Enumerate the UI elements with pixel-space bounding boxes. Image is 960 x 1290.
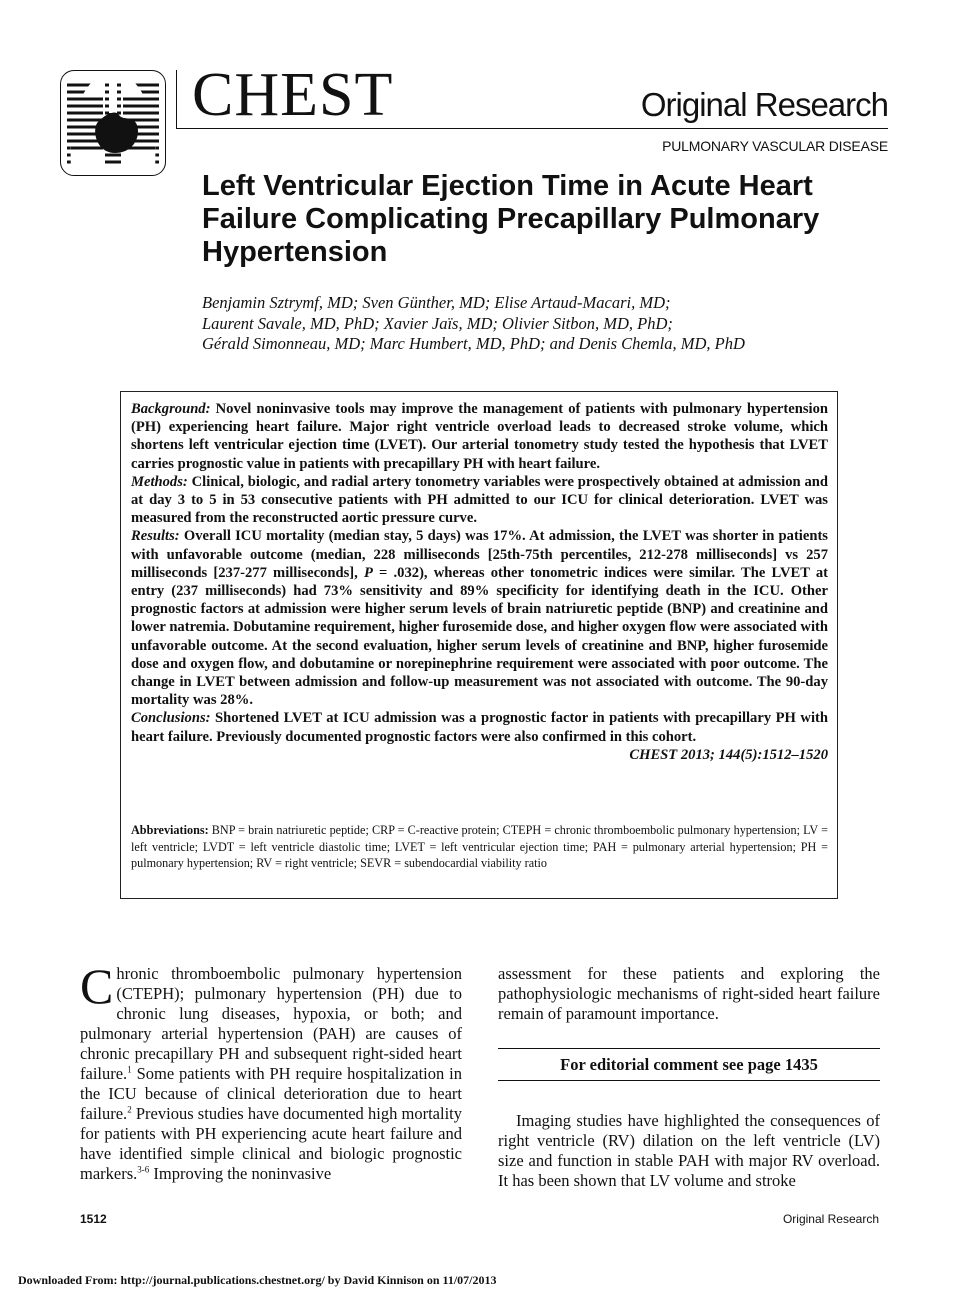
p-value-symbol: P (363, 564, 373, 581)
body-text: Some patients with PH require hospitalization in the ICU because of clinical deterioration due to heart failure. (80, 1064, 462, 1123)
abstract-label: Results: (131, 528, 180, 545)
abstract-text: = .032), whereas other tonometric indices were similar. The LVET at entry (237 milliseconds) had 73% sensitivity and 89% specificity for identifying death in the ICU. Other prognostic factors at admission were higher serum levels of brain natriuretic peptide (BNP) and creatinine and lower natremia. Dobutamine requirement, higher furosemide dose, and higher oxygen flow were associated with unfavorable outcome. At the second evaluation, higher serum levels of creatinine and BNP, higher furosemide dose and oxygen flow, and dobutamine or norepinephrine requirement were associated with poor outcome. The change in LVET between admission and follow-up measurement was not associated with outcome. The 90-day mortality was 28%. (131, 564, 829, 709)
abstract-text: Novel noninvasive tools may improve the management of patients with pulmonary hypertension (PH) experiencing heart failure. Major right ventricle overload leads to decreased stroke volume, which shortens left ventricular ejection time (LVET). Our arterial tonometry study tested the hypothesis that LVET carries prognostic value in patients with precapillary PH with heart failure. (131, 401, 828, 472)
citation: CHEST 2013; 144(5):1512–1520 (629, 746, 828, 763)
body-paragraph: assessment for these patients and exploring the pathophysiologic mechanisms of right-sided heart failure remain of paramount importance. (498, 964, 880, 1023)
reference-link[interactable]: 1 (127, 1064, 132, 1075)
body-text: Previous studies have documented high mortality for patients with PH experiencing acute heart failure and have identified simple clinical and biologic prognostic markers. (80, 1104, 462, 1183)
author-line: Laurent Savale, MD, PhD; Xavier Jaïs, MD; Olivier Sitbon, MD, PhD; (202, 313, 673, 333)
journal-name: CHEST (192, 61, 394, 129)
abstract (131, 400, 828, 764)
journal-logo (60, 70, 166, 176)
drop-cap: C (80, 958, 114, 1014)
abstract-text: Shortened LVET at ICU admission was a prognostic factor in patients with precapillary PH with heart failure. Previously documented prognostic factors were also confirmed in this cohort. (131, 710, 828, 745)
author-line: Benjamin Sztrymf, MD; Sven Günther, MD; Elise Artaud-Macari, MD; (202, 293, 671, 312)
article-type: Original Research (640, 86, 888, 123)
author-list (202, 293, 842, 355)
download-notice: Downloaded From: http://journal.publications.chestnet.org/ by David Kinnison on 11/07/2013 (18, 1273, 497, 1287)
reference-link[interactable]: 2 (127, 1104, 132, 1115)
body-text: Improving the noninvasive (149, 1164, 332, 1183)
body-paragraph (80, 958, 462, 1184)
body-paragraph: Imaging studies have highlighted the consequences of right ventricle (RV) dilation on the left ventricle (LV) size and function in stable PAH with major RV overload. It has been shown that LV volume and stroke (498, 1111, 880, 1190)
abstract-label: Background: (131, 401, 211, 417)
abstract-label: Conclusions: (131, 710, 211, 727)
editorial-comment-link[interactable]: For editorial comment see page 1435 (498, 1048, 880, 1081)
abstract-label: Methods: (131, 473, 188, 490)
abbreviations (131, 822, 828, 872)
body-column-left (80, 958, 462, 1184)
body-text: hronic thromboembolic pulmonary hypertension (CTEPH); pulmonary hypertension (PH) due to chronic lung diseases, hypoxia, or both; and pulmonary arterial hypertension (PAH) are causes of chronic precapillary PH and subsequent right-sided heart failure. (80, 964, 462, 1083)
running-footer: Original Research (782, 1212, 879, 1226)
abstract-background (131, 400, 828, 473)
body-column-right (498, 964, 880, 1191)
abstract-conclusions (131, 709, 828, 745)
lungs-heart-logo-icon (61, 71, 165, 175)
abstract-results (131, 527, 828, 709)
author-line: Gérald Simonneau, MD; Marc Humbert, MD, PhD; and Denis Chemla, MD, PhD (202, 334, 745, 353)
page-number: 1512 (80, 1212, 107, 1226)
abstract-text: Clinical, biologic, and radial artery tonometry variables were prospectively obtained at admission and at day 3 to 5 in 53 consecutive patients with PH admitted to our ICU for clinical deterioration. LVET was measured from the reconstructed aortic pressure curve. (131, 473, 828, 527)
header-rule (176, 128, 888, 129)
header-vertical-rule (176, 70, 177, 128)
section-label: PULMONARY VASCULAR DISEASE (662, 138, 888, 154)
reference-link[interactable]: 3-6 (137, 1164, 150, 1175)
abstract-methods (131, 473, 828, 528)
article-title: Left Ventricular Ejection Time in Acute Heart Failure Complicating Precapillary Pulmonary Hypertension (202, 170, 820, 268)
abbreviations-text: BNP = brain natriuretic peptide; CRP = C-reactive protein; CTEPH = chronic thromboembolic pulmonary hypertension; LV = left ventricle; LVDT = left ventricle diastolic time; LVET = left ventricular ejection time; PAH = pulmonary arterial hypertension; PH = pulmonary hypertension; RV = right ventricle; SEVR = subendocardial viability ratio (131, 823, 829, 870)
abstract-text: Overall ICU mortality (median stay, 5 days) was 17%. At admission, the LVET was shorter in patients with unfavorable outcome (median, 228 milliseconds [25th-75th percentiles, 212-278 milliseconds] vs 257 milliseconds [237-277 milliseconds], (131, 528, 828, 581)
abbreviations-label: Abbreviations: (131, 823, 209, 837)
